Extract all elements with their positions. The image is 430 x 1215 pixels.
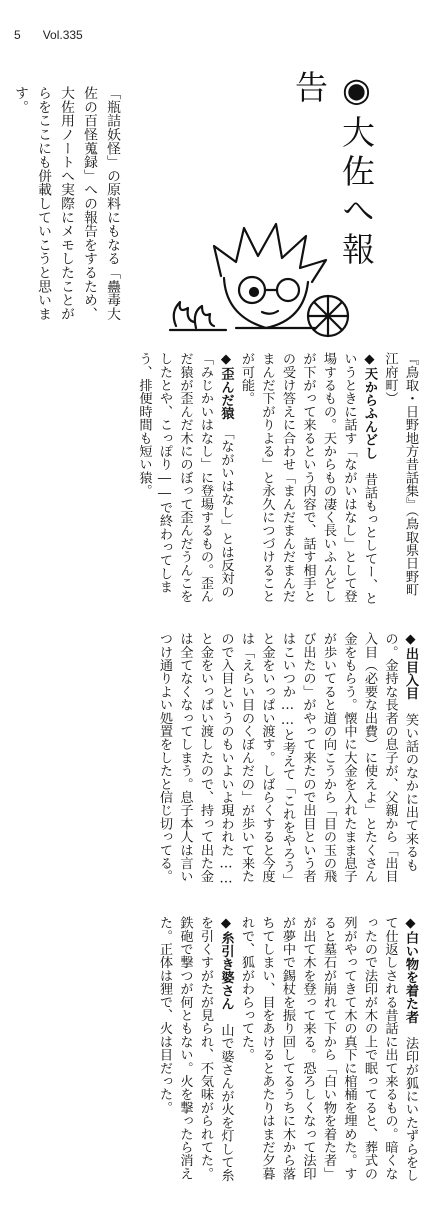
intro-paragraph: 「瓶詰妖怪」の原料にもなる「蠱毒大佐の百怪蒐録」への報告をするため、大佐用ノートへ実際にメモしたことがらをここにも併載していこうと思います。 (12, 86, 120, 321)
entry-heading: ◆歪んだ猿 (218, 352, 234, 420)
page-number: 5 (14, 28, 21, 42)
section-deme-irime (154, 632, 421, 894)
entry-text: 「ながいはなし」とは反対の「みじかいはなし」に登場するもの。歪んだ猿が歪んだ木にのぼって歪んだうんこをしたとや、こっぽり――で終わってしまう、排便時間も短い猿。 (136, 352, 234, 603)
entry-text: 昔話もっとしてー、というときに話す「ながいはなし」として登場するもの。天からもの凄く長いふんどしが下がって来るという内容で、話す相手との受け答えに合わせ「まんだまんだまんだまんだ下がりよる」と永久につづけることが可能。 (239, 352, 377, 605)
entry-heading: ◆白い物を着た者 (403, 916, 418, 1024)
section-shiroi-mono (154, 916, 421, 1188)
page-header (14, 28, 83, 42)
entry-heading: ◆出目入目 (403, 632, 418, 700)
colonel-illustration (166, 216, 361, 338)
source-title: 『鳥取・日野地方昔話集』（鳥取県日野町 江府町） (382, 352, 418, 597)
entry-tenkara-fundoshi (236, 352, 380, 614)
entry-itohiki-basan (154, 916, 236, 1188)
entry-shiroi-mono (236, 916, 421, 1188)
page-title: ◉大佐へ報告 (290, 70, 376, 271)
entry-text: 笑い話のなかに出て来るもの。金持な長者の息子が、父親から「出目入目（必要な出費）に使えよ」とたくさん金をもらう。懐中に大金を入れたまま息子が歩いてると道の向こうから「目の玉の飛び出たの」がやって来たので出目という者はこいつか……と考えて「これをやろう」と金をいっぱい渡す。しばらくすると今度は「えらい目のくぼんだの」が歩いて来たので入目というのもいよいよ現われた……と金をいっぱい渡したので、持って出た金は全てなくなってしまう。息子本人は言いつけ通りよい処置をしたと信じ切ってる。 (157, 632, 418, 887)
volume-label: Vol.335 (42, 28, 83, 42)
entry-text: 法印が狐にいたずらをして仕返しされる昔話に出て来るもの。暗くなったので法印が木の上で眠ってると、葬式の列がやってきて木の真下に棺桶を埋めた。すると墓石が崩れて下から「白い物を着た者」が出て木を登って来る。恐ろしくなって法印が夢中で錫杖を振り回してるうちに木から落ちてしまい、目をあけるとあたりはまだ夕暮れで、狐がわらってた。 (239, 916, 418, 1182)
entry-heading: ◆天からふんどし (362, 352, 377, 460)
entry-deme-irime (154, 632, 421, 894)
section-tottori-hino (133, 352, 420, 614)
entry-text: 山で婆さんが火を灯して糸を引くすがたが見られ、不気味がられてた。鉄砲で撃つが何ともない。火を撃ったら消えた。正体は狸で、火は目だった。 (157, 916, 234, 1182)
entry-yuganda-saru (133, 352, 236, 614)
entry-heading: ◆糸引き婆さん (218, 916, 234, 1011)
